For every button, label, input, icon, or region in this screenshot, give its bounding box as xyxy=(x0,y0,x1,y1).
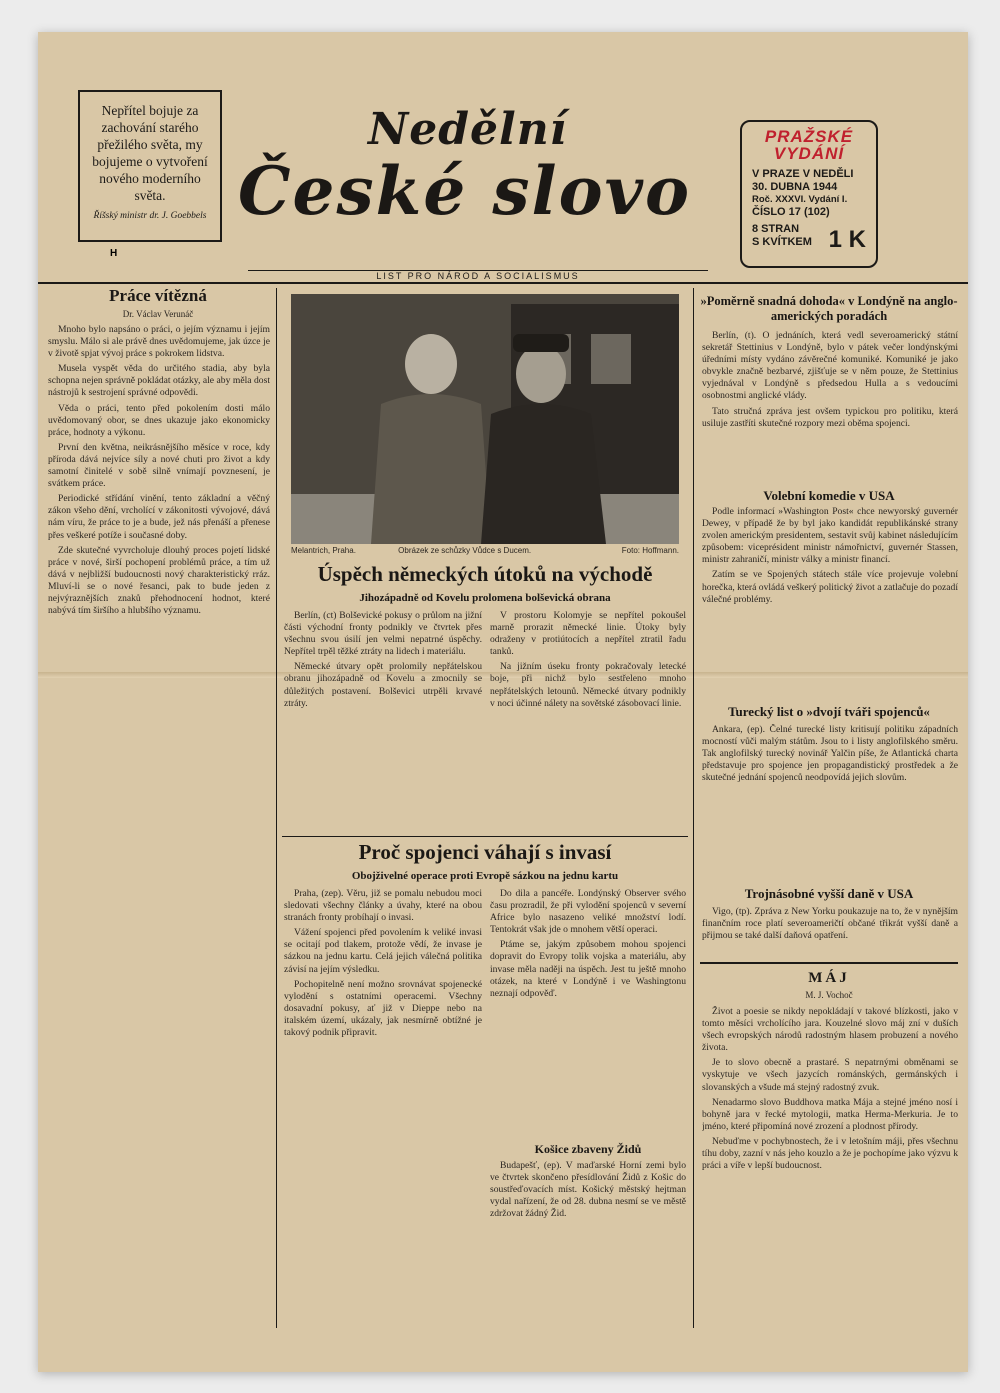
prace-paragraph: Zde skutečné vyvrcholuje dlouhý proces pojetí lidské práce v nové, širší pochopení problémů práce, a tím už dává v nejbližší budoucnosti nový charakteristický rráz. Mluví-li se o nové řesanci, pak to bude jeden z nejvýraznějších znaků přehodnocení hodnot, které nabývá tím širšího a hlubšího významu. xyxy=(48,544,270,617)
uspech-paragraph: V prostoru Kolomyje se nepřítel pokoušel marně prorazit německé linie. Útoky byly odraženy v protiútocích a nepřítel ztratil řadu tanků. xyxy=(490,610,686,658)
uspech-subtitle: Jihozápadně od Kovelu prolomena bolševická obrana xyxy=(359,592,611,604)
masthead-line1: Nedělní xyxy=(368,104,568,155)
pomerne-title: »Poměrně snadná dohoda« v Londýně na anglo-amerických poradách xyxy=(700,294,958,323)
uspech-paragraph: Německé útvary opět prolomily nepřátelskou obranu jihozápadně od Kovelu a zmocnily se důležitých postavení. Bolševici utrpěli krvavé ztráty. xyxy=(284,661,482,709)
volebni-paragraph: Podle informací »Washington Post« chce newyorský guvernér Dewey, v případě že by byl jako kandidát republikánské strany zvolen americkým presidentem, sestavit svůj kabinet následujícím způsobem: viceprésident ministr námořnictví, guvernér Stassen, ministr zahraničí, ministr války a ministr financí. xyxy=(702,506,958,566)
maj-body xyxy=(702,1006,958,1322)
edition-place-day: V PRAZE V NEDĚLI xyxy=(752,168,854,180)
edition-name-line2: VYDÁNÍ xyxy=(773,144,845,163)
proc-title: Proč spojenci váhají s invasí xyxy=(358,840,612,864)
edition-supplement: S KVÍTKEM xyxy=(752,236,812,248)
trojnasobne-title: Trojnásobné vyšší daně v USA xyxy=(744,886,914,901)
column-rule-1 xyxy=(276,288,277,1328)
edition-mark: H xyxy=(110,248,118,259)
uspech-body-left xyxy=(284,610,482,840)
proc-paragraph: Vážení spojenci před povolením k veliké invasi se ocitají pod tlakem, protože vědí, že invase je sázkou na jednu kartu. Celá jejich válečná politika závisí na jejím výsledku. xyxy=(284,927,482,975)
uspech-paragraph: Na jižním úseku fronty pokračovaly letecké boje, při nichž bylo sestřeleno mnoho nepřátelských letounů. Německé útvary podnikly v noci účinné nálety na sovětské zásobovací linie. xyxy=(490,661,686,709)
edition-issue: ČÍSLO 17 (102) xyxy=(752,206,830,218)
masthead-tagline: LIST PRO NÁROD A SOCIALISMUS xyxy=(248,270,708,281)
kosice-paragraph: Budapešť, (ep). V maďarské Horní zemi bylo ve čtvrtek skončeno přesídlování Židů z Košic do soustřeďovacích míst. Košický městský hejtman vydal nařízení, že od 28. dubna nesmí se ve městě zdržovat žádný Žid. xyxy=(490,1160,686,1220)
photo-caption: Obrázek ze schůzky Vůdce s Ducem. xyxy=(398,546,532,555)
volebni-body xyxy=(702,506,958,702)
proc-paragraph: Pochopitelně není možno srovnávat spojenecké vylodění s ostatními operacemi. Všechny dosavadní pokusy, ať již v Dieppe nebo na italském území, ukázaly, jak nesmírně obtížné je takový podnik připravit. xyxy=(284,978,482,1039)
maj-paragraph: Nebuďme v pochybnostech, že i v letošním máji, přes všechnu tíhu doby, zazní v nás jeho kouzlo a že je pochopíme jako výzvu k práci a víře v lepší budoucnost. xyxy=(702,1135,958,1172)
kosice-title: Košice zbaveny Židů xyxy=(534,1142,642,1156)
prace-body xyxy=(48,324,270,1320)
prace-paragraph: Periodické střídání vinění, tento základní a věčný zákon všeho dění, vrcholící v zákonitosti vývojové, dává nám víru, že práce to je a bude, jež nás přenáší a přenese přes veškeré potíže i současné doby. xyxy=(48,493,270,541)
turecky-paragraph: Ankara, (ep). Čelné turecké listy kritisují politiku západních mocností vůči malým státům. Jsou to i listy anglofilského směru. Tak anglofilský turecký novinář Yalčin píše, že Atlantická charta představuje pro spojence jen propagandistický prostředek a že skutečné jednání spojenců neodpovídá jejich slovům. xyxy=(702,724,958,784)
prace-paragraph: Musela vyspět věda do určitého stadia, aby byla schopna nejen správně pokládat otázky, ale aby měla dost nástrojů k sestrojení správné odpovědi. xyxy=(48,363,270,399)
proc-body-right xyxy=(490,888,686,1128)
turecky-title: Turecký list o »dvojí tváři spojenců« xyxy=(728,704,930,719)
proc-paragraph: Praha, (zep). Věru, již se pomalu nebudou moci sledovati všechny články a úvahy, které na obou stranách fronty probíhají o invasi. xyxy=(284,888,482,924)
prace-paragraph: První den května, neikrásnějšího měsíce v roce, kdy příroda dává nejvíce síly a nové chuti pro život a kdy samotní činitelé v sobě silně vnímají povznesení, je svátkem práce. xyxy=(48,441,270,490)
trojnasobne-paragraph: Vigo, (tp). Zpráva z New Yorku poukazuje na to, že v nynějším finančním roce platí severoameričtí občané třikrát vyšší daně a přijmou se také další daňová opatření. xyxy=(702,906,958,942)
edition-date: 30. DUBNA 1944 xyxy=(752,181,838,193)
edition-pages: 8 STRAN xyxy=(752,223,800,235)
trojnasobne-body xyxy=(702,906,958,958)
maj-top-rule xyxy=(700,962,958,964)
maj-author: M. J. Vochoč xyxy=(805,990,853,1000)
edition-name-line1: PRAŽSKÉ xyxy=(764,127,854,146)
photo-credit-right: Foto: Hoffmann. xyxy=(621,546,679,555)
proc-subtitle: Obojživelné operace proti Evropě sázkou na jednu kartu xyxy=(351,870,619,882)
maj-paragraph: Život a poesie se nikdy nepokládají v takové blízkosti, jako v tomto měsíci vrcholícího jara. Kouzelné slovo máj zní v duších všech evropských národů radostným hlasem probuzení a nového života. xyxy=(702,1006,958,1054)
edition-volume: Roč. XXXVI. Vydání I. xyxy=(752,194,848,205)
photo-caption-row xyxy=(291,546,679,555)
volebni-title: Volební komedie v USA xyxy=(763,488,895,503)
photo xyxy=(291,294,679,544)
pomerne-paragraph: Tato stručná zpráva jest ovšem typickou pro politiku, která usiluje zastříti skutečné rozpory mezi oběma spojenci. xyxy=(702,405,958,429)
photo-illustration xyxy=(291,294,679,544)
quote-text: Nepřítel bojuje za zachování starého přežilého světa, my bojujeme o vytvoření nového moderního světa. xyxy=(92,103,208,203)
prace-paragraph: Mnoho bylo napsáno o práci, o jejím významu i jejím smyslu. Málo si ale právě dnes uvědomujeme, jak úzce je v životě spjat vývoj práce s pokrokem lidstva. xyxy=(48,324,270,360)
uspech-body-right xyxy=(490,610,686,840)
proc-body-left xyxy=(284,888,482,1318)
maj-paragraph: Je to slovo obecně a prastaré. S nepatrnými obměnami se vyskytuje ve všech jazycích románských, germánských i slovanských a všude má stejný radostný zvuk. xyxy=(702,1057,958,1093)
proc-paragraph: Do dila a pancéře. Londýnský Observer svého času prozradil, že při vylodění spojenců v severní Africe bylo nasazeno veliké množství lodí. Tentokrát však jde o mnohem větší operaci. xyxy=(490,888,686,936)
pomerne-body xyxy=(702,330,958,482)
proc-top-rule xyxy=(282,836,688,837)
masthead-line2: České slovo xyxy=(238,152,691,230)
proc-paragraph: Ptáme se, jakým způsobem mohou spojenci dopravit do Evropy tolik vojska a materiálu, aby invase měla naději na úspěch. Jest tu ještě mnoho otázek, na které v Londýně i ve Washingtonu neznají odpověď. xyxy=(490,939,686,999)
photo-credit-left: Melantrich, Praha. xyxy=(291,546,356,555)
edition-price: 1 K xyxy=(828,226,866,253)
pomerne-paragraph: Berlín, (t). O jednáních, která vedl severoamerický státní sekretář Stettinius v Londýně, bylo v pátek večer londýnskými úředními místy vydáno závěrečné komuniké. Komuniké je jako obvykle značně bezbarvé, zjišťuje se v něm pouze, že Stettinius vyjednával v Londýně s předsedou Hulla a s vedoucími osobnostmi anglické vlády. xyxy=(702,330,958,402)
volebni-paragraph: Zatím se ve Spojených státech stále více projevuje volební horečka, která ovládá veškerý politický život a zatlačuje do pozadí válečné problémy. xyxy=(702,569,958,605)
newspaper-page xyxy=(38,32,968,1372)
column-rule-2 xyxy=(693,288,694,1328)
maj-paragraph: Nenadarmo slovo Buddhova matka Mája a stejné jméno nosí i bohyně jara v řecké mytologii, matka Herma-Merkuria. Je to jméno, které připomíná nové zrození a plodnost přírody. xyxy=(702,1096,958,1132)
prace-paragraph: Věda o práci, tento před pokolením dosti málo uvědomovaný obor, se dnes ukazuje jako ekonomicky práce, hodnoty a výkonu. xyxy=(48,402,270,438)
uspech-title: Úspěch německých útoků na východě xyxy=(317,562,653,586)
maj-title: MÁJ xyxy=(808,970,850,986)
uspech-paragraph: Berlín, (ct) Bolševické pokusy o průlom na jižní části východní fronty podnikly ve čtvrtek přes všechnu svou úsilí jen velmi nepatrné úspěchy. Nepřítel trpěl těžké ztráty na lidech i materiálu. xyxy=(284,610,482,658)
quote-box xyxy=(78,90,222,242)
header-rule xyxy=(38,282,968,284)
prace-author: Dr. Václav Verunáč xyxy=(122,309,194,319)
kosice-body xyxy=(490,1160,686,1310)
edition-box xyxy=(740,120,878,268)
turecky-body xyxy=(702,724,958,880)
prace-title: Práce vítězná xyxy=(109,286,207,305)
quote-signature: Říšský ministr dr. J. Goebbels xyxy=(93,211,207,221)
